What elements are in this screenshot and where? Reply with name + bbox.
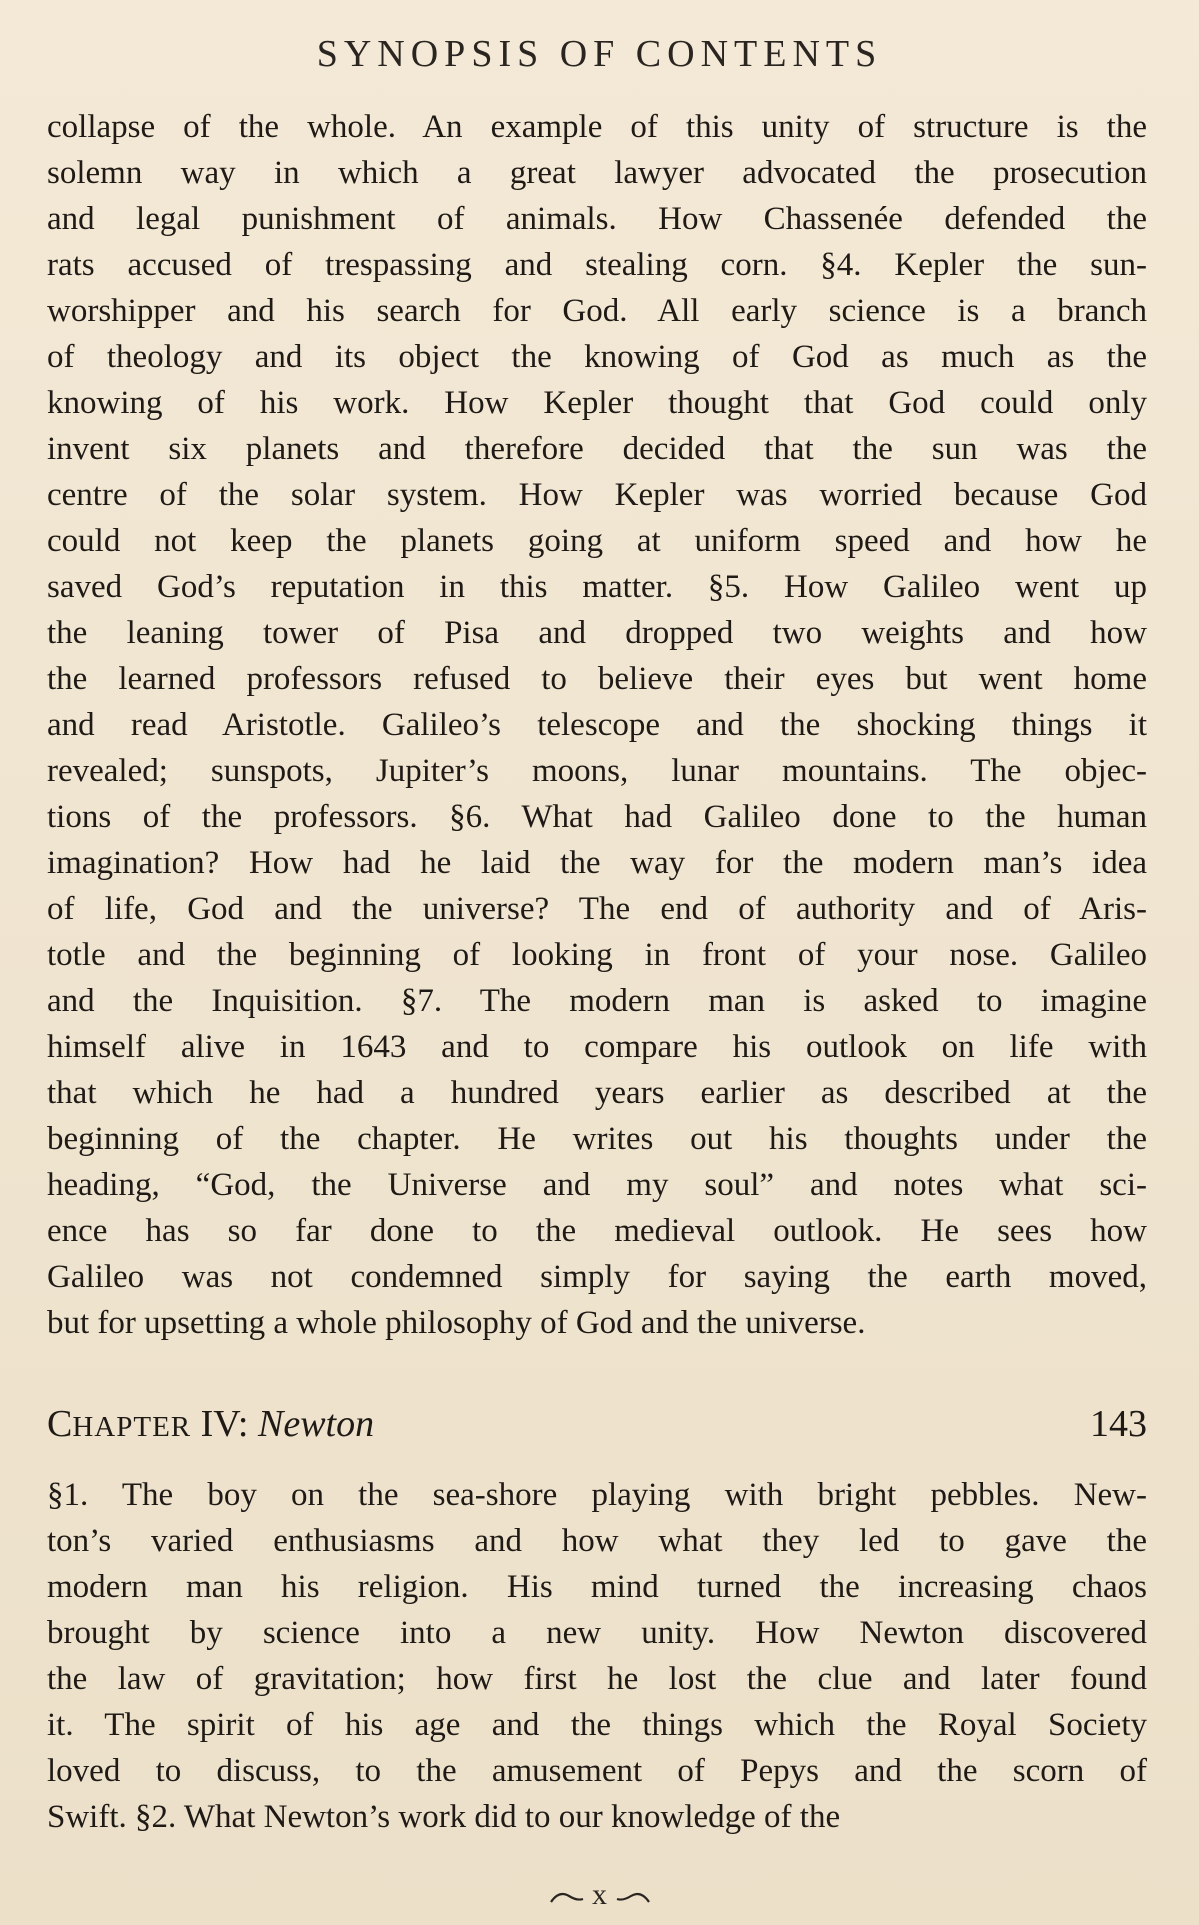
- right-swash-ornament: [615, 1890, 651, 1904]
- chapter-synopsis-line: modern man his religion. His mind turned the increasing chaos: [47, 1569, 1147, 1605]
- left-swash-ornament: [549, 1890, 585, 1904]
- running-head: SYNOPSIS OF CONTENTS: [316, 33, 883, 75]
- synopsis-line: Galileo was not condemned simply for saying the earth moved,: [47, 1259, 1147, 1295]
- page-folio: [0, 1878, 1199, 1912]
- synopsis-line: beginning of the chapter. He writes out his thoughts under the: [47, 1121, 1147, 1157]
- synopsis-line: tions of the professors. §6. What had Galileo done to the human: [47, 799, 1147, 835]
- chapter-label-rest: HAPTER: [72, 1411, 192, 1443]
- chapter-synopsis-line: brought by science into a new unity. How Newton discovered: [47, 1615, 1147, 1651]
- synopsis-line: worshipper and his search for God. All early science is a branch: [47, 293, 1147, 329]
- chapter-label: [47, 1396, 374, 1455]
- synopsis-line: invent six planets and therefore decided that the sun was the: [47, 431, 1147, 467]
- synopsis-line: heading, “God, the Universe and my soul” and notes what sci-: [47, 1167, 1147, 1203]
- synopsis-line: the leaning tower of Pisa and dropped two weights and how: [47, 615, 1147, 651]
- synopsis-line: but for upsetting a whole philosophy of God and the universe.: [47, 1305, 866, 1341]
- synopsis-line: imagination? How had he laid the way for the modern man’s idea: [47, 845, 1147, 881]
- synopsis-line: of life, God and the universe? The end of authority and of Aris-: [47, 891, 1147, 927]
- synopsis-line: that which he had a hundred years earlier as described at the: [47, 1075, 1147, 1111]
- chapter-synopsis-line: loved to discuss, to the amusement of Pepys and the scorn of: [47, 1753, 1147, 1789]
- chapter-synopsis-line: it. The spirit of his age and the things which the Royal Society: [47, 1707, 1147, 1743]
- synopsis-line: of theology and its object the knowing of God as much as the: [47, 339, 1147, 375]
- synopsis-line: saved God’s reputation in this matter. §5. How Galileo went up: [47, 569, 1147, 605]
- synopsis-line: centre of the solar system. How Kepler was worried because God: [47, 477, 1147, 513]
- synopsis-line: totle and the beginning of looking in front of your nose. Galileo: [47, 937, 1147, 973]
- synopsis-line: and the Inquisition. §7. The modern man is asked to imagine: [47, 983, 1147, 1019]
- synopsis-line: knowing of his work. How Kepler thought that God could only: [47, 385, 1147, 421]
- synopsis-line: could not keep the planets going at uniform speed and how he: [47, 523, 1147, 559]
- folio-number: x: [592, 1878, 607, 1911]
- synopsis-line: the learned professors refused to believe their eyes but went home: [47, 661, 1147, 697]
- synopsis-line: and read Aristotle. Galileo’s telescope and the shocking things it: [47, 707, 1147, 743]
- synopsis-line: ence has so far done to the medieval outlook. He sees how: [47, 1213, 1147, 1249]
- chapter-synopsis-line: §1. The boy on the sea-shore playing with bright pebbles. New-: [47, 1477, 1147, 1513]
- chapter-name: Newton: [258, 1403, 375, 1445]
- chapter-number: IV:: [200, 1403, 249, 1445]
- synopsis-line: himself alive in 1643 and to compare his outlook on life with: [47, 1029, 1147, 1065]
- synopsis-line: rats accused of trespassing and stealing corn. §4. Kepler the sun-: [47, 247, 1147, 283]
- chapter-synopsis-line: Swift. §2. What Newton’s work did to our knowledge of the: [47, 1799, 841, 1835]
- synopsis-line: and legal punishment of animals. How Chassenée defended the: [47, 201, 1147, 237]
- chapter-synopsis-line: ton’s varied enthusiasms and how what they led to gave the: [47, 1523, 1147, 1559]
- chapter-synopsis-paragraph: [47, 1472, 1147, 1840]
- synopsis-line: collapse of the whole. An example of this unity of structure is the: [47, 109, 1147, 145]
- chapter-page-number: 143: [1090, 1403, 1147, 1445]
- chapter-heading: [47, 1396, 1147, 1452]
- synopsis-line: revealed; sunspots, Jupiter’s moons, lunar mountains. The objec-: [47, 753, 1147, 789]
- synopsis-paragraph: [47, 104, 1147, 1346]
- synopsis-line: solemn way in which a great lawyer advocated the prosecution: [47, 155, 1147, 191]
- chapter-label-initial: C: [47, 1403, 73, 1445]
- chapter-synopsis-line: the law of gravitation; how first he lost the clue and later found: [47, 1661, 1147, 1697]
